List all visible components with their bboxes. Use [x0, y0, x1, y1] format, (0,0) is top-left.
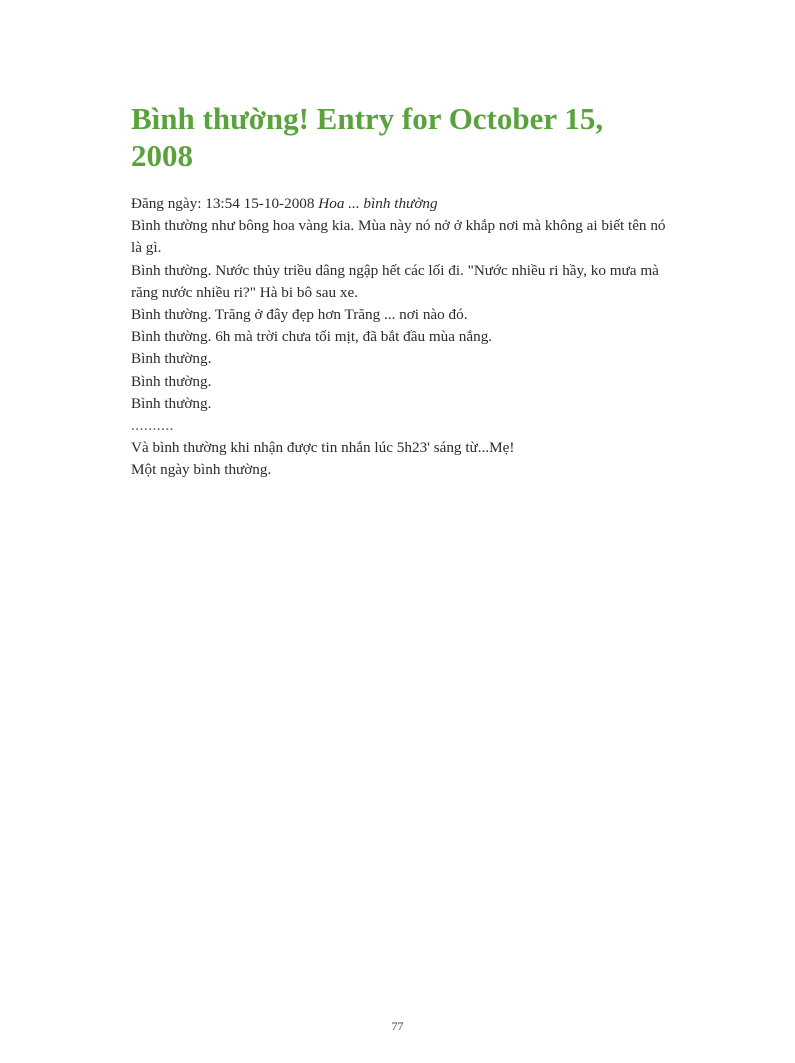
entry-meta	[131, 193, 676, 215]
paragraph: Bình thường.	[131, 394, 212, 412]
paragraph: Và bình thường khi nhận được tin nhắn lúc 5h23' sáng từ...Mẹ!	[131, 439, 515, 457]
page-number: 77	[391, 1019, 404, 1033]
paragraph: Bình thường. 6h mà trời chưa tối mịt, đã bắt đầu mùa nắng.	[131, 328, 493, 346]
paragraph: Bình thường. Nước thủy triều dâng ngập hết các lối đi. "Nước nhiều ri hầy, ko mưa mà răng nước nhiều ri?" Hà bi bô sau xe.	[131, 261, 659, 301]
paragraph: Bình thường.	[131, 350, 212, 368]
post-date: Đăng ngày: 13:54 15-10-2008	[131, 195, 315, 212]
paragraph: Bình thường như bông hoa vàng kia. Mùa này nó nở ở khắp nơi mà không ai biết tên nó là gì.	[131, 217, 666, 257]
entry-tag: Hoa ... bình thường	[318, 195, 438, 212]
paragraph: Một ngày bình thường.	[131, 461, 272, 479]
paragraph: Bình thường.	[131, 372, 212, 390]
entry-title: Bình thường! Entry for October 15, 2008	[131, 101, 604, 173]
entry-body	[131, 193, 676, 482]
separator-dots: ..........	[131, 417, 174, 435]
paragraph: Bình thường. Trăng ở đây đẹp hơn Trăng ... nơi nào đó.	[131, 306, 468, 324]
